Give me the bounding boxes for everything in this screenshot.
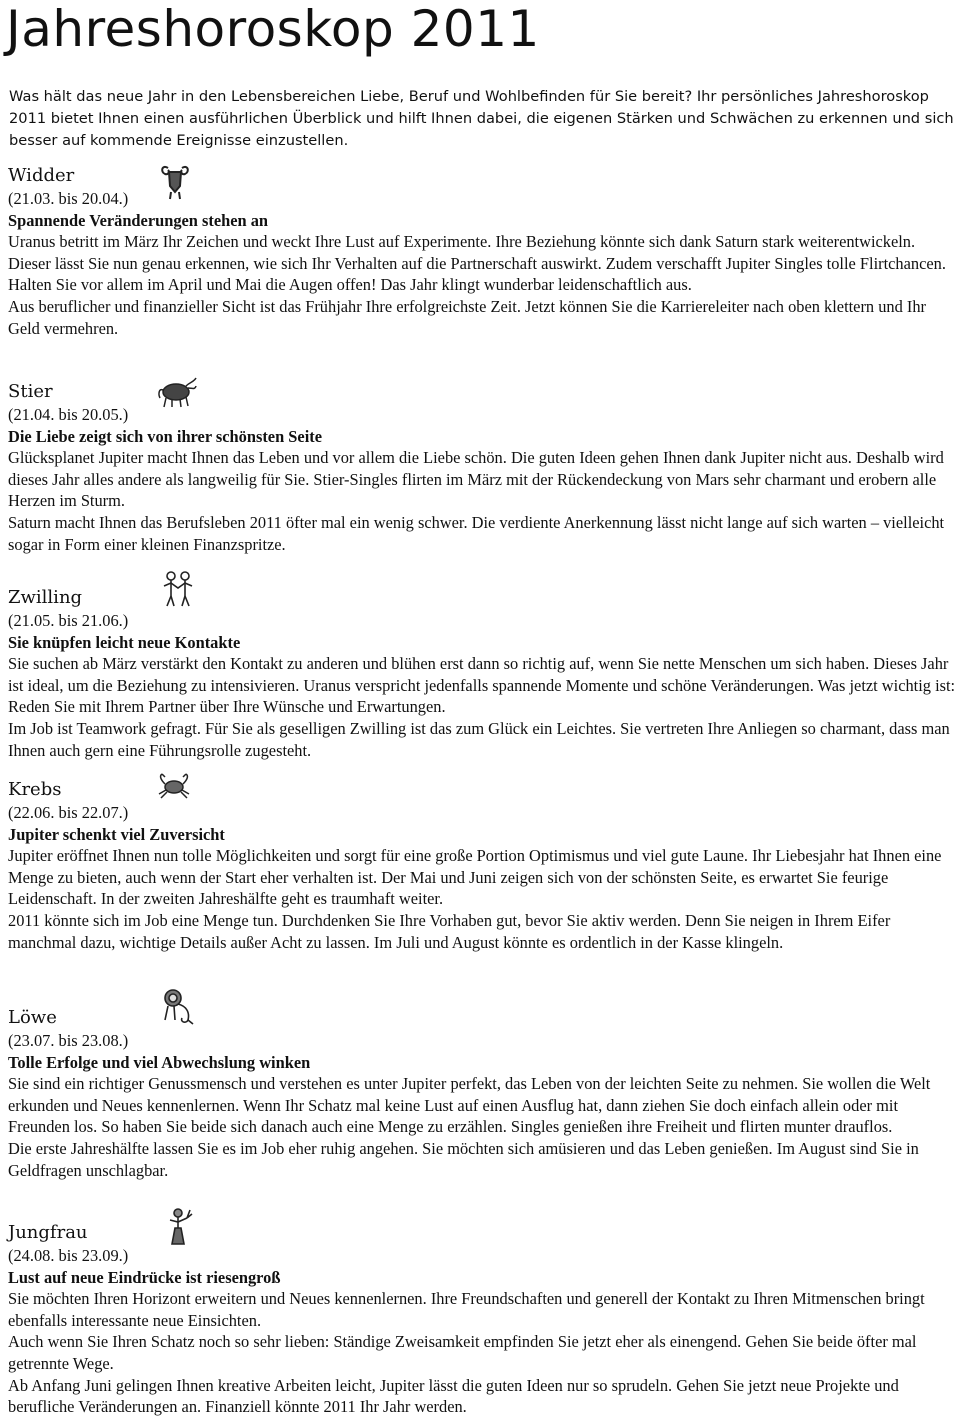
- sign-section-zwilling: [8, 586, 956, 761]
- sign-paragraph: Uranus betritt im März Ihr Zeichen und weckt Ihre Lust auf Experimente. Ihre Beziehung könnte sich dank Saturn stark weiterentwickeln. Dieser lässt Sie nun genau erkennen, wie sich Ihr Verhalten auf die Partnerschaft auswirkt. Zudem verschafft Jupiter Singles tolle Flirtchancen. Halten Sie vor allem im April und Mai die Augen offen! Das Jahr klingt wunderbar leidenschaftlich aus.: [8, 232, 946, 295]
- sign-paragraph: Glücksplanet Jupiter macht Ihnen das Leben und vor allem die Liebe schön. Die guten Ideen gehen Ihnen dank Jupiter nicht aus. Deshalb wird dieses Jahr alles andere als langweilig für Sie. Stier-Singles flirten im März mit der Rückendeckung von Mars sehr charmant und erobern alle Herzen im Sturm.: [8, 448, 944, 511]
- sign-section-jungfrau: [8, 1221, 956, 1418]
- sign-dates: (21.05. bis 21.06.): [8, 611, 129, 630]
- sign-paragraph: Sie möchten Ihren Horizont erweitern und Neues kennenlernen. Ihre Freundschaften und generell der Kontakt zu Ihren Mitmenschen bringt ebenfalls interessante neue Einsichten.: [8, 1289, 925, 1330]
- sign-paragraph: Ab Anfang Juni gelingen Ihnen kreative Arbeiten leicht, Jupiter lässt die guten Ideen nur so sprudeln. Gehen Sie jetzt neue Projekte und berufliche Veränderungen an. Finanziell könnte 2011 Ihr Jahr werden.: [8, 1375, 899, 1417]
- sign-dates: (21.03. bis 20.04.): [8, 189, 129, 208]
- sign-paragraph: Sie suchen ab März verstärkt den Kontakt zu anderen und blühen erst dann so richtig auf, wenn Sie nette Menschen um sich haben. Dieses Jahr ist ideal, um die Beziehung zu intensivieren. Uranus verspricht jedenfalls spannende Momente und schöne Veränderungen. Was jetzt wichtig ist: Reden Sie mit Ihrem Partner über Ihre Wünsche und Erwartungen.: [8, 654, 956, 717]
- sign-headline: Spannende Veränderungen stehen an: [8, 210, 269, 230]
- sign-paragraph: Auch wenn Sie Ihren Schatz noch so sehr lieben: Ständige Zweisamkeit empfinden Sie jetzt eher als einengend. Gehen Sie beide öfter mal getrennte Wege.: [8, 1332, 917, 1373]
- intro-text: Was hält das neue Jahr in den Lebensbereichen Liebe, Beruf und Wohlbefinden für Sie bereit? Ihr persönliches Jahreshoroskop 2011 bietet Ihnen einen ausführlichen Überblick und hilft Ihnen dabei, die eigenen Stärken und Schwächen zu erkennen und sich besser auf kommende Ereignisse einzustellen.: [9, 88, 954, 149]
- sign-paragraph: Aus beruflicher und finanzieller Sicht ist das Frühjahr Ihre erfolgreichste Zeit. Jetzt können Sie die Karriereleiter nach oben klettern und Ihr Geld vermehren.: [8, 296, 926, 338]
- sign-section-stier: [8, 380, 956, 555]
- leo-lion-icon: [160, 986, 196, 1026]
- sign-section-loewe: [8, 1006, 956, 1181]
- sign-headline: Sie knüpfen leicht neue Kontakte: [8, 632, 241, 652]
- virgo-maiden-icon: [160, 1206, 196, 1246]
- sign-name: Zwilling: [8, 587, 83, 608]
- sign-dates: (24.08. bis 23.09.): [8, 1246, 129, 1265]
- sign-section-krebs: [8, 778, 956, 953]
- sign-name: Widder: [8, 165, 75, 186]
- sign-name: Krebs: [8, 779, 62, 800]
- sign-section-widder: [8, 164, 956, 339]
- sign-name: Löwe: [8, 1007, 57, 1028]
- sign-paragraph: Saturn macht Ihnen das Berufsleben 2011 öfter mal ein wenig schwer. Die verdiente Anerkennung lässt nicht lange auf sich warten – vielleicht sogar in Form einer kleinen Finanzspritze.: [8, 512, 945, 554]
- sign-paragraph: Die erste Jahreshälfte lassen Sie es im Job eher ruhig angehen. Sie möchten sich amüsieren und das Leben genießen. Im August sind Sie in Geldfragen unschlagbar.: [8, 1138, 919, 1180]
- sign-paragraph: Sie sind ein richtiger Genussmensch und verstehen es unter Jupiter perfekt, das Leben von der leichten Seite zu nehmen. Sie wollen die Welt erkunden und Neues kennenlernen. Wenn Ihr Schatz mal keine Lust auf einen Ausflug hat, dann ziehen Sie doch einfach allein oder mit Freunden los. So haben Sie beide sich danach auch eine Menge zu erzählen. Singles genießen ihre Freiheit und flirten munter drauflos.: [8, 1074, 931, 1137]
- sign-headline: Die Liebe zeigt sich von ihrer schönsten Seite: [8, 426, 322, 446]
- page-title: Jahreshoroskop 2011: [6, 0, 540, 58]
- sign-paragraph: Im Job ist Teamwork gefragt. Für Sie als geselligen Zwilling ist das zum Glück ein Leichtes. Sie vertreten Ihre Anliegen so charmant, dass man Ihnen auch gern eine Führungsrolle zugesteht.: [8, 718, 950, 760]
- sign-headline: Jupiter schenkt viel Zuversicht: [8, 824, 225, 844]
- taurus-bull-icon: [156, 370, 198, 410]
- sign-paragraph: 2011 könnte sich im Job eine Menge tun. Durchdenken Sie Ihre Vorhaben gut, bevor Sie aktiv werden. Denn Sie neigen in Ihrem Eifer manchmal dazu, wichtige Details außer Acht zu lassen. Im Juli und August könnte es ordentlich in der Kasse klingeln.: [8, 910, 891, 952]
- sign-name: Stier: [8, 381, 53, 402]
- sign-dates: (23.07. bis 23.08.): [8, 1031, 129, 1050]
- sign-name: Jungfrau: [8, 1222, 88, 1243]
- sign-headline: Tolle Erfolge und viel Abwechslung winken: [8, 1052, 311, 1072]
- sign-paragraph: Jupiter eröffnet Ihnen nun tolle Möglichkeiten und sorgt für eine große Portion Optimismus und viel gute Laune. Ihr Liebesjahr hat Ihnen eine Menge zu bieten, auch wenn der Start eher verhalten ist. Der Mai und Juni zeigen sich von der schönsten Seite, es erwartet Sie feurige Leidenschaft. In der zweiten Jahreshälfte geht es traumhaft weiter.: [8, 846, 942, 909]
- sign-dates: (22.06. bis 22.07.): [8, 803, 129, 822]
- sign-headline: Lust auf neue Eindrücke ist riesengroß: [8, 1267, 281, 1287]
- cancer-crab-icon: [156, 772, 192, 800]
- sign-dates: (21.04. bis 20.05.): [8, 405, 129, 424]
- aries-ram-icon: [158, 160, 194, 200]
- gemini-twins-icon: [160, 568, 196, 608]
